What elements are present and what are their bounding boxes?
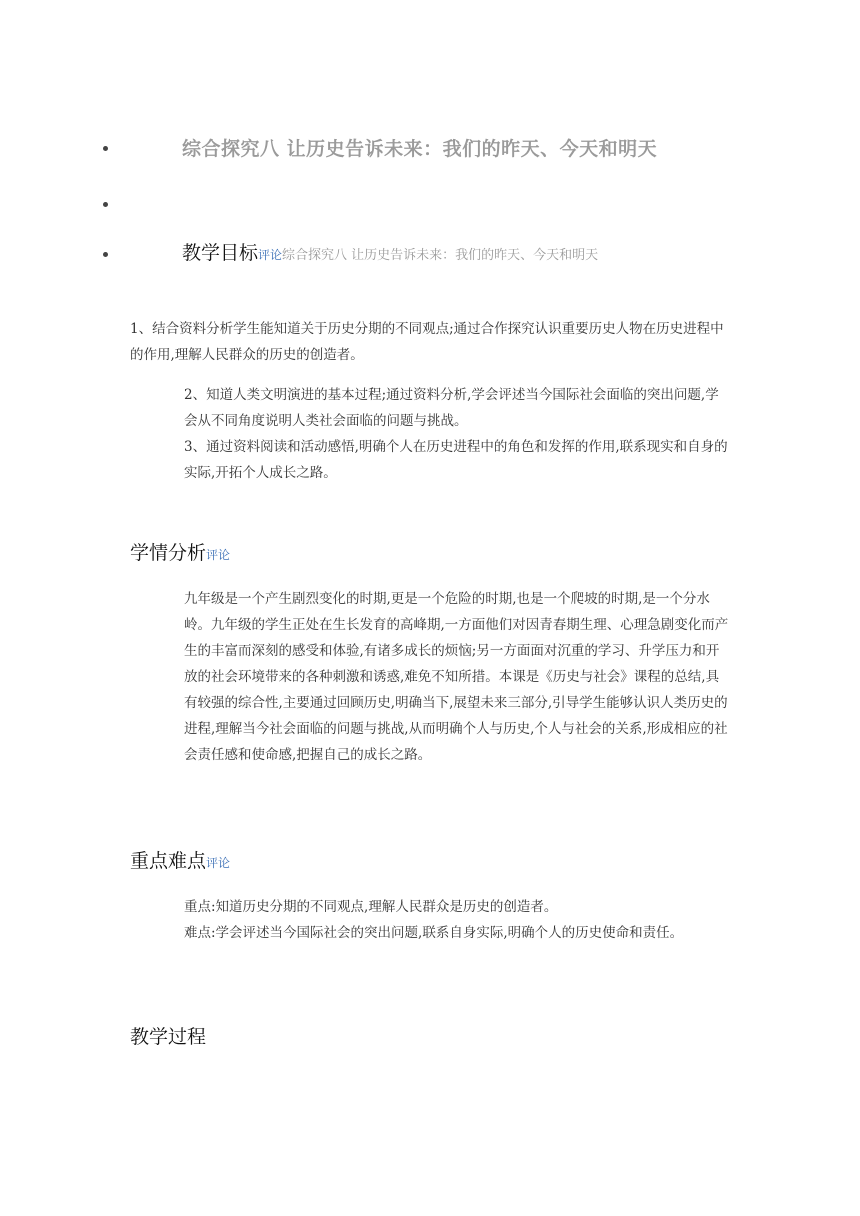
- lesson-title: 综合探究八 让历史告诉未来：我们的昨天、今天和明天: [182, 138, 658, 160]
- goals-heading-line: [182, 238, 598, 265]
- analysis-heading-line: [130, 538, 230, 565]
- goals-reference-title: 综合探究八 让历史告诉未来：我们的昨天、今天和明天: [282, 248, 599, 263]
- analysis-heading: 学情分析: [130, 542, 207, 564]
- analysis-body: 九年级是一个产生剧烈变化的时期,更是一个危险的时期,也是一个爬坡的时期,是一个分水岭。九年级的学生正处在生长发育的高峰期,一方面他们对因青春期生理、心理急剧变化而产生的丰富而深刻的感受和体验,有诸多成长的烦恼;另一方面面对沉重的学习、升学压力和开放的社会环境带来的各种刺激和诱惑,难免不知所措。本课是《历史与社会》课程的总结,具有较强的综合性,主要通过回顾历史,明确当下,展望未来三部分,引导学生能够认识人类历史的进程,理解当今社会面临的问题与挑战,从而明确个人与历史,个人与社会的关系,形成相应的社会责任感和使命感,把握自己的成长之路。: [184, 591, 729, 763]
- analysis-comment-link[interactable]: 评论: [206, 548, 231, 562]
- bullet-dot-icon: [103, 146, 108, 151]
- goal-item-3: 3、通过资料阅读和活动感悟,明确个人在历史进程中的角色和发挥的作用,联系现实和自身的实际,开拓个人成长之路。: [184, 439, 728, 481]
- goal-item-1: 1、结合资料分析学生能知道关于历史分期的不同观点;通过合作探究认识重要历史人物在历史进程中的作用,理解人民群众的历史的创造者。: [130, 321, 724, 363]
- goals-heading: 教学目标: [182, 242, 259, 264]
- keypoint-difficult: 难点:学会评述当今国际社会的突出问题,联系自身实际,明确个人的历史使命和责任。: [184, 925, 684, 941]
- bullet-dot-icon: [103, 202, 108, 207]
- keypoints-heading: 重点难点: [130, 850, 207, 872]
- goal-item-2: 2、知道人类文明演进的基本过程;通过资料分析,学会评述当今国际社会面临的突出问题,学会从不同角度说明人类社会面临的问题与挑战。: [184, 387, 719, 429]
- list-item-empty: [0, 190, 860, 220]
- process-heading-line: [130, 1022, 206, 1049]
- process-heading: 教学过程: [130, 1026, 207, 1048]
- keypoint-key: 重点:知道历史分期的不同观点,理解人民群众是历史的创造者。: [184, 899, 558, 915]
- keypoints-heading-line: [130, 846, 230, 873]
- keypoints-comment-link[interactable]: 评论: [206, 856, 231, 870]
- goals-comment-link[interactable]: 评论: [258, 248, 283, 262]
- bullet-dot-icon: [103, 252, 108, 257]
